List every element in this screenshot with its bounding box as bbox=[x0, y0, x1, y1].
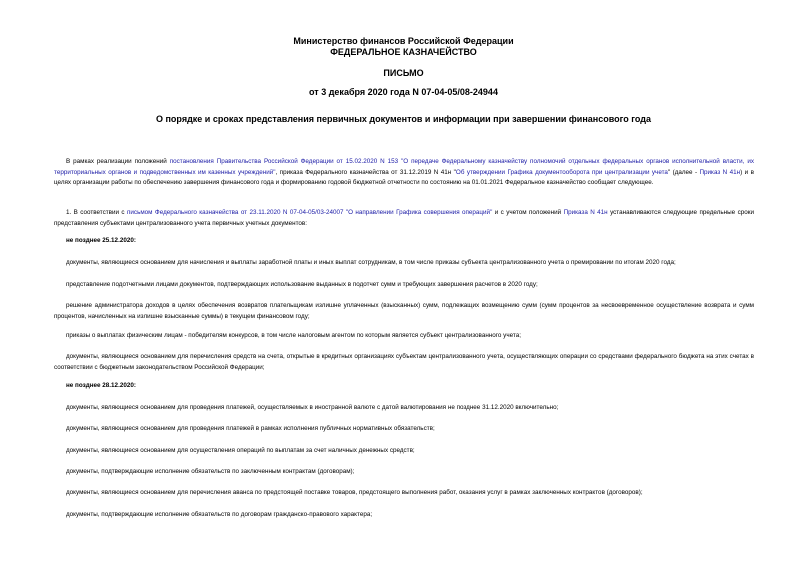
list-item: решение администратора доходов в целях обеспечения возвратов плательщикам излишне уплаченных (взысканных) сумм, подлежащих возмещению сумм (сумм процентов за несвоевременное осуществление возврата и сумм процентов, начисленных на излишне взысканные суммы) в текущем финансовом году; bbox=[54, 302, 754, 320]
intro-text-4: ) и в целях организации работы по обеспечению завершения финансового года и формированию годовой бюджетной отчетности по состоянию на 01.01.2021 Федеральное казначейство сообщает следующее. bbox=[54, 168, 754, 186]
decree-153-link[interactable]: постановления Правительства Российской Федерации от 15.02.2020 N 153 "О передаче Федеральному казначейству полномочий отдельных федеральных органов исполнительной власти, их территориальных органов и подведомственных им казенных учреждений" bbox=[54, 158, 755, 176]
list-item: документы, являющиеся основанием для перечисления средств на счета, открытые в кредитных организациях субъектам централизованного учета, осуществляющих операции со средствами федерального бюджета на этих счетах в соответствии с бюджетным законодательством Российской Федерации; bbox=[54, 353, 754, 371]
p1-text-2: и с учетом положений bbox=[492, 209, 564, 216]
list-item: документы, подтверждающие исполнение обязательств по договорам гражданско-правового характера; bbox=[66, 511, 373, 518]
deadline-heading-2: не позднее 28.12.2020: bbox=[66, 382, 136, 389]
list-item: представление подотчетными лицами документов, подтверждающих использование выданных в подотчет сумм и требующих завершения расчетов в 2020 году; bbox=[66, 281, 538, 288]
intro-text-3: " (далее - bbox=[667, 168, 700, 176]
p1-text-1: 1. В соответствии с bbox=[66, 209, 127, 216]
treasury-heading: ФЕДЕРАЛЬНОЕ КАЗНАЧЕЙСТВО bbox=[330, 47, 477, 57]
list-item: документы, являющиеся основанием для проведения платежей в рамках исполнения публичных нормативных обязательств; bbox=[66, 425, 435, 432]
document-type: ПИСЬМО bbox=[383, 68, 424, 78]
ministry-heading: Министерство финансов Российской Федерации bbox=[293, 36, 514, 46]
intro-paragraph bbox=[54, 157, 754, 189]
order-41n-link[interactable]: Приказ N 41н bbox=[699, 168, 741, 176]
deadline-heading-1: не позднее 25.12.2020: bbox=[66, 237, 136, 244]
list-item: документы, подтверждающие исполнение обязательств по заключенным контрактам (договорам); bbox=[66, 468, 355, 475]
treasury-letter-link[interactable]: письмом Федерального казначейства от 23.11.2020 N 07-04-05/03-24007 "О направлении Графика совершения операций" bbox=[127, 209, 493, 216]
intro-text-1: В рамках реализации положений bbox=[66, 158, 170, 165]
document-title: О порядке и сроках представления первичных документов и информации при завершении финансового года bbox=[156, 114, 651, 124]
schedule-order-link[interactable]: Об утверждении Графика документооборота при централизации учета bbox=[455, 168, 668, 176]
order-41n-link-2[interactable]: Приказа N 41н bbox=[563, 209, 608, 216]
document-date-number: от 3 декабря 2020 года N 07-04-05/08-24944 bbox=[309, 87, 498, 97]
list-item: документы, являющиеся основанием для перечисления аванса по предстоящей поставке товаров, предстоящего выполнения работ, оказания услуг в рамках заключенных контрактов (договоров); bbox=[66, 489, 643, 496]
list-item: документы, являющиеся основанием для осуществления операций по выплатам за счет наличных денежных средств; bbox=[66, 447, 415, 454]
list-item: документы, являющиеся основанием для начисления и выплаты заработной платы и иных выплат сотрудникам, в том числе приказы субъекта централизованного учета о премировании по итогам 2020 года; bbox=[66, 259, 676, 266]
list-item: документы, являющиеся основанием для проведения платежей, осуществляемых в иностранной валюте с датой валютирования не позднее 31.12.2020 включительно; bbox=[66, 404, 559, 411]
list-item: приказы о выплатах физическим лицам - победителям конкурсов, в том числе налоговым агентом по которым является субъект централизованного учета; bbox=[66, 332, 521, 339]
intro-text-2: , приказа Федерального казначейства от 31.12.2019 N 41н " bbox=[275, 168, 456, 176]
p1-text-3: устанавливаются следующие предельные сроки представления субъектами централизованного учета первичных учетных документов: bbox=[54, 209, 754, 227]
paragraph-1 bbox=[54, 208, 754, 229]
